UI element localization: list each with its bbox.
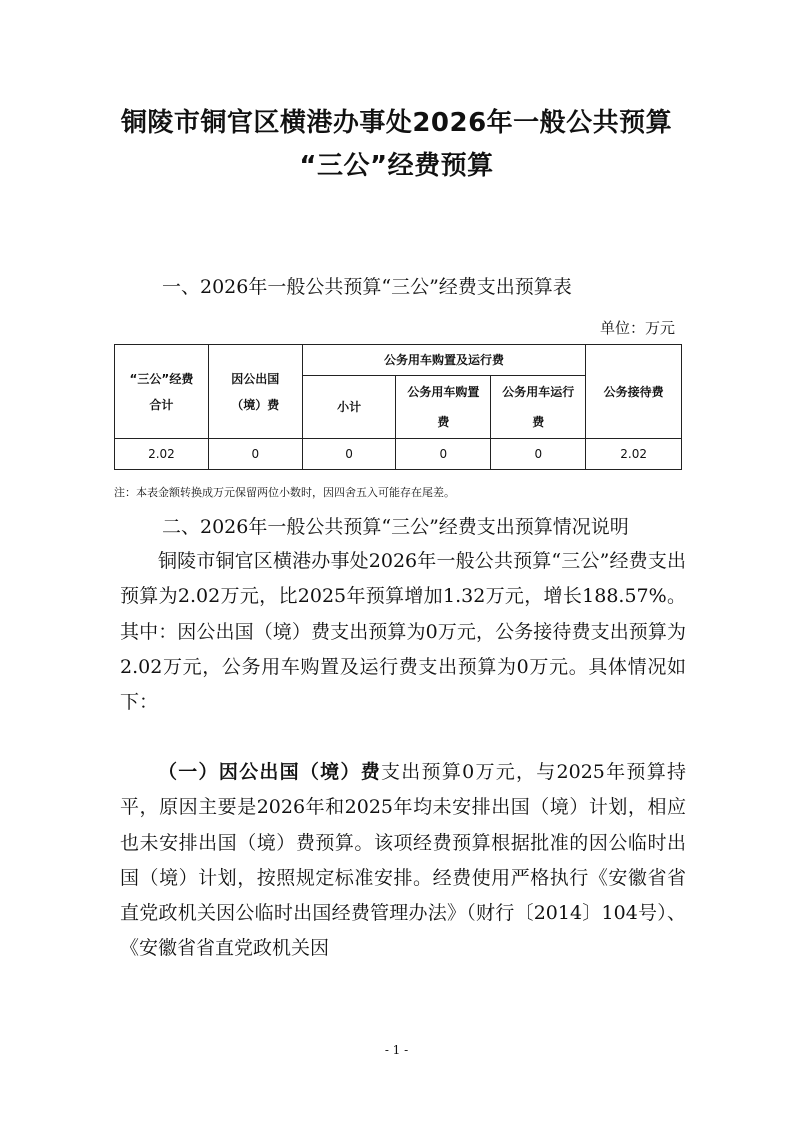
header-vehicle-group: 公务用车购置及运行费 (302, 345, 586, 376)
document-title-line-1: 铜陵市铜官区横港办事处2026年一般公共预算 (120, 108, 673, 138)
header-total (115, 345, 209, 439)
header-abroad (208, 345, 302, 439)
header-subtotal: 小计 (302, 376, 396, 439)
header-vehicle-purchase (396, 376, 491, 439)
paragraph-abroad-lead: （一）因公出国（境）费 (158, 761, 381, 783)
table-note: 注：本表金额转换成万元保留两位小数时，因四舍五入可能存在尾差。 (114, 486, 455, 499)
budget-table (114, 344, 682, 470)
header-vehicle-operation-label: 公务用车运行费 (502, 385, 575, 429)
cell-abroad: 0 (208, 439, 302, 470)
page-number: - 1 - (384, 1043, 409, 1057)
header-total-label: “三公”经费合计 (129, 371, 194, 412)
header-abroad-label: 因公出国（境）费 (231, 371, 280, 412)
unit-label: 单位：万元 (599, 319, 675, 337)
section-1-heading: 一、2026年一般公共预算“三公”经费支出预算表 (162, 276, 572, 298)
section-2-heading: 二、2026年一般公共预算“三公”经费支出预算情况说明 (162, 516, 629, 538)
paragraph-abroad-body: 支出预算0万元，与2025年预算持平，原因主要是2026年和2025年均未安排出国（境）计划，相应也未安排出国（境）费预算。该项经费预算根据批准的因公临时出国（境）计划，按照规定标准安排。经费使用严格执行《安徽省省直党政机关因公临时出国经费管理办法》（财行〔2014〕104号）、《安徽省省直党政机关因 (120, 761, 686, 960)
cell-reception: 2.02 (586, 439, 682, 470)
paragraph-abroad (120, 755, 686, 967)
header-vehicle-operation (491, 376, 586, 439)
cell-vehicle-purchase: 0 (396, 439, 491, 470)
table-row (115, 439, 682, 470)
cell-total: 2.02 (115, 439, 209, 470)
paragraph-overview: 铜陵市铜官区横港办事处2026年一般公共预算“三公”经费支出预算为2.02万元，比2025年预算增加1.32万元，增长188.57%。其中：因公出国（境）费支出预算为0万元，公务接待费支出预算为2.02万元，公务用车购置及运行费支出预算为0万元。具体情况如下： (120, 550, 686, 714)
table-header-row-1 (115, 345, 682, 376)
header-reception: 公务接待费 (586, 345, 682, 439)
document-title-line-2: “三公”经费预算 (299, 151, 494, 181)
cell-subtotal: 0 (302, 439, 396, 470)
cell-vehicle-operation: 0 (491, 439, 586, 470)
header-vehicle-purchase-label: 公务用车购置费 (407, 385, 480, 429)
